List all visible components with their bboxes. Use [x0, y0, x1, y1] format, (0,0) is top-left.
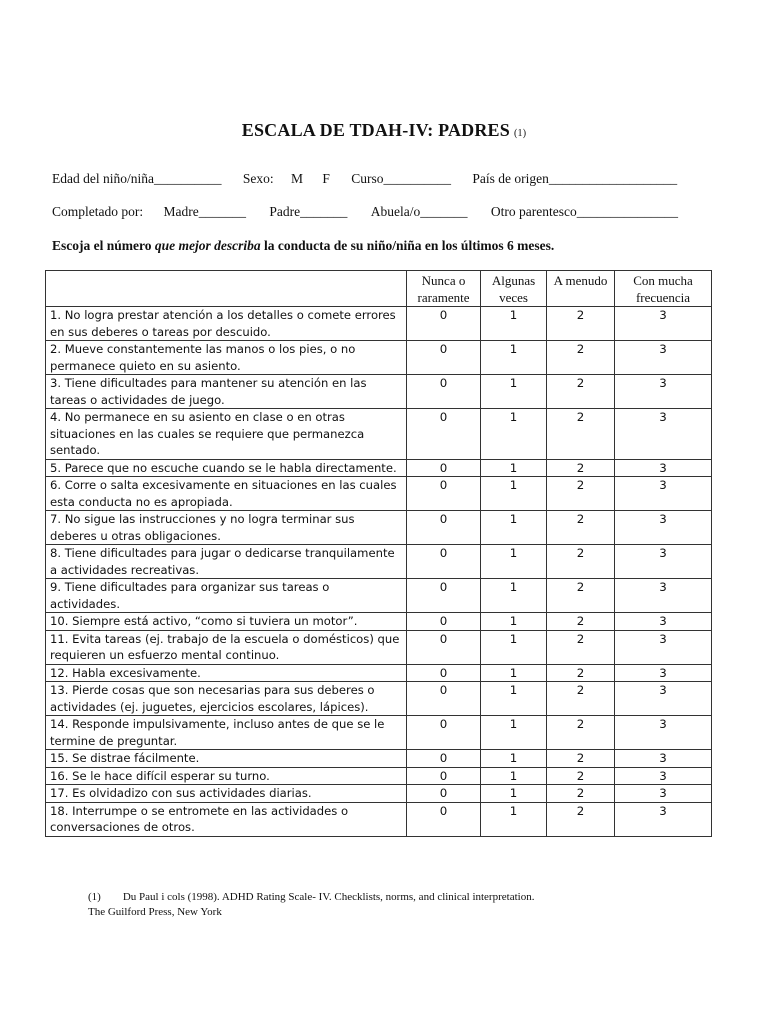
score-option-1[interactable]: 1 [481, 409, 547, 460]
header-item [46, 271, 407, 307]
title-footnote-marker: (1) [513, 128, 527, 139]
score-option-3[interactable]: 3 [615, 375, 712, 409]
score-option-2[interactable]: 2 [547, 716, 615, 750]
score-option-2[interactable]: 2 [547, 341, 615, 375]
score-option-1[interactable]: 1 [481, 307, 547, 341]
table-row [46, 716, 712, 750]
score-option-1[interactable]: 1 [481, 459, 547, 477]
score-option-0[interactable]: 0 [407, 579, 481, 613]
table-row [46, 307, 712, 341]
score-option-0[interactable]: 0 [407, 613, 481, 631]
score-option-0[interactable]: 0 [407, 664, 481, 682]
table-row [46, 341, 712, 375]
score-option-0[interactable]: 0 [407, 409, 481, 460]
table-row [46, 511, 712, 545]
score-option-1[interactable]: 1 [481, 341, 547, 375]
score-option-3[interactable]: 3 [615, 341, 712, 375]
header-never: Nunca o raramente [407, 271, 481, 307]
score-option-1[interactable]: 1 [481, 802, 547, 836]
score-option-2[interactable]: 2 [547, 307, 615, 341]
score-option-0[interactable]: 0 [407, 511, 481, 545]
score-option-3[interactable]: 3 [615, 477, 712, 511]
table-row [46, 750, 712, 768]
score-option-0[interactable]: 0 [407, 682, 481, 716]
instructions-pre: Escoja el número [52, 238, 155, 253]
item-text: 12. Habla excesivamente. [46, 664, 407, 682]
item-text: 5. Parece que no escuche cuando se le habla directamente. [46, 459, 407, 477]
table-row [46, 802, 712, 836]
item-text: 2. Mueve constantemente las manos o los pies, o no permanece quieto en su asiento. [46, 341, 407, 375]
table-row [46, 545, 712, 579]
score-option-0[interactable]: 0 [407, 802, 481, 836]
score-option-0[interactable]: 0 [407, 375, 481, 409]
score-option-3[interactable]: 3 [615, 767, 712, 785]
score-option-3[interactable]: 3 [615, 307, 712, 341]
score-option-2[interactable]: 2 [547, 785, 615, 803]
score-option-3[interactable]: 3 [615, 511, 712, 545]
table-body [46, 307, 712, 837]
score-option-1[interactable]: 1 [481, 750, 547, 768]
title-text: ESCALA DE TDAH-IV: PADRES [241, 120, 510, 140]
table-row [46, 579, 712, 613]
footnote-marker: (1) [88, 891, 101, 903]
sex-option-f[interactable]: F [322, 171, 330, 186]
table-row [46, 459, 712, 477]
score-option-2[interactable]: 2 [547, 613, 615, 631]
child-info-line [52, 171, 677, 187]
instructions-post: la conducta de su niño/niña en los últimos 6 meses. [260, 238, 555, 253]
score-option-1[interactable]: 1 [481, 545, 547, 579]
item-text: 9. Tiene dificultades para organizar sus tareas o actividades. [46, 579, 407, 613]
score-option-2[interactable]: 2 [547, 409, 615, 460]
score-option-3[interactable]: 3 [615, 750, 712, 768]
table-row [46, 613, 712, 631]
score-option-2[interactable]: 2 [547, 545, 615, 579]
page-title [0, 120, 768, 141]
completed-by-line [52, 204, 678, 220]
score-option-2[interactable]: 2 [547, 664, 615, 682]
country-field[interactable]: País de origen___________________ [472, 171, 678, 186]
score-option-1[interactable]: 1 [481, 613, 547, 631]
header-very-often: Con mucha frecuencia [615, 271, 712, 307]
item-text: 10. Siempre está activo, “como si tuviera un motor”. [46, 613, 407, 631]
score-option-3[interactable]: 3 [615, 459, 712, 477]
father-field[interactable]: Padre_______ [269, 204, 348, 219]
score-option-0[interactable]: 0 [407, 767, 481, 785]
score-option-0[interactable]: 0 [407, 630, 481, 664]
table-row [46, 664, 712, 682]
score-option-3[interactable]: 3 [615, 579, 712, 613]
other-relative-field[interactable]: Otro parentesco_______________ [490, 204, 678, 219]
score-option-1[interactable]: 1 [481, 682, 547, 716]
completed-by-label: Completado por: [52, 204, 144, 219]
sex-option-m[interactable]: M [291, 171, 304, 186]
score-option-3[interactable]: 3 [615, 545, 712, 579]
score-option-2[interactable]: 2 [547, 375, 615, 409]
item-text: 3. Tiene dificultades para mantener su atención en las tareas o actividades de juego. [46, 375, 407, 409]
score-option-1[interactable]: 1 [481, 579, 547, 613]
footnote [88, 890, 534, 920]
footnote-line-1: Du Paul i cols (1998). ADHD Rating Scale- IV. Checklists, norms, and clinical interpretation. [122, 891, 535, 903]
table-row [46, 682, 712, 716]
header-sometimes: Algunas veces [481, 271, 547, 307]
score-option-0[interactable]: 0 [407, 341, 481, 375]
instructions-emphasis: que mejor describa [154, 238, 261, 253]
score-option-3[interactable]: 3 [615, 613, 712, 631]
score-option-2[interactable]: 2 [547, 750, 615, 768]
age-field[interactable]: Edad del niño/niña__________ [52, 171, 222, 186]
score-option-3[interactable]: 3 [615, 409, 712, 460]
item-text: 6. Corre o salta excesivamente en situaciones en las cuales esta conducta no es apropiada. [46, 477, 407, 511]
sex-label: Sexo: [242, 171, 274, 186]
score-option-2[interactable]: 2 [547, 630, 615, 664]
score-option-3[interactable]: 3 [615, 716, 712, 750]
score-option-0[interactable]: 0 [407, 716, 481, 750]
grade-field[interactable]: Curso__________ [351, 171, 452, 186]
header-often: A menudo [547, 271, 615, 307]
score-option-2[interactable]: 2 [547, 579, 615, 613]
item-text: 16. Se le hace difícil esperar su turno. [46, 767, 407, 785]
score-option-3[interactable]: 3 [615, 785, 712, 803]
mother-field[interactable]: Madre_______ [163, 204, 246, 219]
score-option-2[interactable]: 2 [547, 459, 615, 477]
score-option-3[interactable]: 3 [615, 630, 712, 664]
score-option-2[interactable]: 2 [547, 682, 615, 716]
score-option-3[interactable]: 3 [615, 682, 712, 716]
score-option-0[interactable]: 0 [407, 545, 481, 579]
item-text: 17. Es olvidadizo con sus actividades diarias. [46, 785, 407, 803]
score-option-1[interactable]: 1 [481, 630, 547, 664]
score-option-0[interactable]: 0 [407, 459, 481, 477]
score-option-2[interactable]: 2 [547, 767, 615, 785]
score-option-3[interactable]: 3 [615, 664, 712, 682]
table-row [46, 375, 712, 409]
score-option-3[interactable]: 3 [615, 802, 712, 836]
score-option-2[interactable]: 2 [547, 477, 615, 511]
score-option-1[interactable]: 1 [481, 785, 547, 803]
score-option-1[interactable]: 1 [481, 477, 547, 511]
footnote-line-2: The Guilford Press, New York [88, 906, 222, 918]
instructions [52, 238, 554, 254]
item-text: 1. No logra prestar atención a los detalles o comete errores en sus deberes o tareas por descuido. [46, 307, 407, 341]
item-text: 13. Pierde cosas que son necesarias para sus deberes o actividades (ej. juguetes, ejercicios escolares, lápices). [46, 682, 407, 716]
item-text: 7. No sigue las instrucciones y no logra terminar sus deberes u otras obligaciones. [46, 511, 407, 545]
score-option-2[interactable]: 2 [547, 511, 615, 545]
item-text: 18. Interrumpe o se entromete en las actividades o conversaciones de otros. [46, 802, 407, 836]
table-row [46, 767, 712, 785]
score-option-0[interactable]: 0 [407, 785, 481, 803]
item-text: 4. No permanece en su asiento en clase o en otras situaciones en las cuales se requiere que permanezca sentado. [46, 409, 407, 460]
table-row [46, 477, 712, 511]
score-option-0[interactable]: 0 [407, 477, 481, 511]
score-option-1[interactable]: 1 [481, 511, 547, 545]
item-text: 15. Se distrae fácilmente. [46, 750, 407, 768]
item-text: 11. Evita tareas (ej. trabajo de la escuela o domésticos) que requieren un esfuerzo mental continuo. [46, 630, 407, 664]
table-row [46, 630, 712, 664]
item-text: 14. Responde impulsivamente, incluso antes de que se le termine de preguntar. [46, 716, 407, 750]
score-option-1[interactable]: 1 [481, 767, 547, 785]
score-option-1[interactable]: 1 [481, 664, 547, 682]
item-text: 8. Tiene dificultades para jugar o dedicarse tranquilamente a actividades recreativas. [46, 545, 407, 579]
score-option-0[interactable]: 0 [407, 307, 481, 341]
rating-table [45, 270, 712, 837]
grandparent-field[interactable]: Abuela/o_______ [370, 204, 468, 219]
table-header-row [46, 271, 712, 307]
score-option-2[interactable]: 2 [547, 802, 615, 836]
score-option-1[interactable]: 1 [481, 375, 547, 409]
score-option-1[interactable]: 1 [481, 716, 547, 750]
table-row [46, 409, 712, 460]
score-option-0[interactable]: 0 [407, 750, 481, 768]
table-row [46, 785, 712, 803]
